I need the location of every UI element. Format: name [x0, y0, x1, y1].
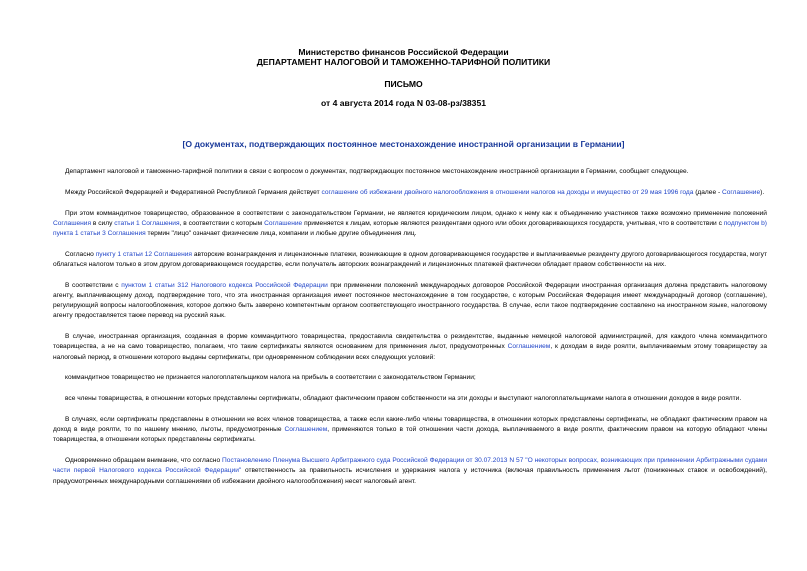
agreement-link[interactable]: Соглашение	[264, 219, 303, 227]
department-name: ДЕПАРТАМЕНТ НАЛОГОВОЙ И ТАМОЖЕННО-ТАРИФНОЙ ПОЛИТИКИ	[256, 57, 551, 67]
agreement-short-link[interactable]: Соглашение	[721, 188, 761, 196]
paragraph-partnership: При этом коммандитное товарищество, образованное в соответствии с законодательством Германии, не является юридическим лицом, однако к нему как к объединению участников также возможно применение положений Соглашения в силу статьи 1 Соглашения, в соответствии с которым Соглашение применяется к лицам, которые являются резидентами одного или обоих договаривающихся государств, учитывая, что в соответствии с подпунктом b) пункта 1 статьи 3 Соглашения термин "лицо" означает физические лица, компании и любые другие объединения лиц.	[53, 209, 767, 237]
paragraph-certificates: В случае, иностранная организация, созданная в форме коммандитного товарищества, предоставила свидетельства о резидентстве, выданные немецкой налоговой администрацией, для каждого члена коммандитного товарищества, а не на само товарищество, полагаем, что такие сертификаты являются основанием для применения льгот, предусмотренных Соглашением, к доходам в виде роялти, выплачиваемым этому товариществу за налоговый период, в отношении которого выданы сертификаты, при одновременном соблюдении всех следующих условий:	[53, 333, 767, 361]
article-3-link[interactable]: подпунктом b) пункта 1 статьи 3 Соглашения	[53, 219, 767, 237]
paragraph-royalties: Согласно пункту 1 статьи 12 Соглашения авторские вознаграждения и лицензионные платежи, возникающие в одном договаривающемся государстве и выплачиваемые резиденту другого договаривающегося государства, могут облагаться налогом только в этом другом договаривающемся государстве, если получатель авторских вознаграждений и лицензионных платежей фактически обладает правом собственности на них.	[53, 250, 767, 268]
tax-code-article-312-link[interactable]: пунктом 1 статьи 312 Налогового кодекса Российской Федерации	[121, 281, 328, 289]
document-number-date: от 4 августа 2014 года N 03-08-рз/38351	[320, 98, 487, 108]
document-body	[53, 167, 767, 497]
court-resolution-link[interactable]: Постановлению Пленума Высшего Арбитражного суда Российской Федерации от 30.07.2013 N 57 "О некоторых вопросах, возникающих при применении Арбитражными судами части первой Налогового кодекса Российской Федерации"	[53, 457, 767, 475]
agreement-link[interactable]: Соглашением	[284, 426, 328, 434]
document-type: ПИСЬМО	[384, 79, 423, 89]
agreement-link[interactable]: Соглашением	[507, 343, 551, 351]
paragraph-tax-code: В соответствии с пунктом 1 статьи 312 Налогового кодекса Российской Федерации при применении положений международных договоров Российской Федерации иностранная организация должна представить налоговому агенту, выплачивающему доход, подтверждение того, что эта иностранная организация имеет постоянное местонахождение в том государстве, с которым Российская Федерация имеет международный договор (соглашение), регулирующий вопросы налогообложения, которое должно быть заверено компетентным органом соответствующего иностранного государства. В случае, если такое подтверждение составлено на иностранном языке, налоговому агенту предоставляется также перевод на русский язык.	[53, 281, 768, 320]
agreement-link[interactable]: соглашение об избежании двойного налогообложения в отношении налогов на доходы и имущество от 29 мая 1996 года	[321, 188, 694, 196]
paragraph-condition-1: коммандитное товарищество не признается налогоплательщиком налога на прибыль в соответствии с законодательством Германии;	[65, 374, 476, 382]
paragraph-condition-2: все члены товарищества, в отношении которых представлены сертификаты, обладают фактическим правом собственности на эти доходы и выступают налогоплательщиками налога в отношении доходов в виде роялти.	[65, 395, 742, 403]
article-1-link[interactable]: статьи 1 Соглашения	[114, 219, 180, 227]
document-subject: [О документах, подтверждающих постоянное местонахождение иностранной организации в Германии]	[182, 139, 625, 149]
document-header	[0, 47, 807, 67]
paragraph-agreement: Между Российской Федерацией и Федеративной Республикой Германия действует соглашение об избежании двойного налогообложения в отношении налогов на доходы и имущество от 29 мая 1996 года (далее - Соглашение).	[65, 188, 765, 196]
paragraph-court-resolution: Одновременно обращаем внимание, что согласно Постановлению Пленума Высшего Арбитражного суда Российской Федерации от 30.07.2013 N 57 "О некоторых вопросах, возникающих при применении Арбитражными судами части первой Налогового кодекса Российской Федерации" ответственность за правильность исчисления и удержания налога у источника (включая правильность применения льгот (пониженных ставок и освобождений), предусмотренных международными соглашениями об избежании двойного налогообложения) несет налоговый агент.	[53, 457, 767, 485]
paragraph-intro: Департамент налоговой и таможенно-тарифной политики в связи с вопросом о документах, подтверждающих постоянное местонахождение иностранной организации в Германии, сообщает следующее.	[65, 168, 689, 175]
agreement-link[interactable]: Соглашения	[53, 219, 92, 227]
paragraph-partial-certificates: В случаях, если сертификаты представлены в отношении не всех членов товарищества, а также если какие-либо члены товарищества, в отношении которых представлены сертификаты, не обладают фактическим правом на доход в виде роялти, то по нашему мнению, льготы, предусмотренные Соглашением, применяются только в той отношении части дохода, выплачиваемого в виде роялти, фактическим правом на которую обладают члены товарищества, в отношении которых представлены сертификаты.	[53, 416, 767, 444]
article-12-link[interactable]: пункту 1 статьи 12 Соглашения	[95, 250, 192, 258]
ministry-name: Министерство финансов Российской Федерации	[298, 47, 509, 57]
